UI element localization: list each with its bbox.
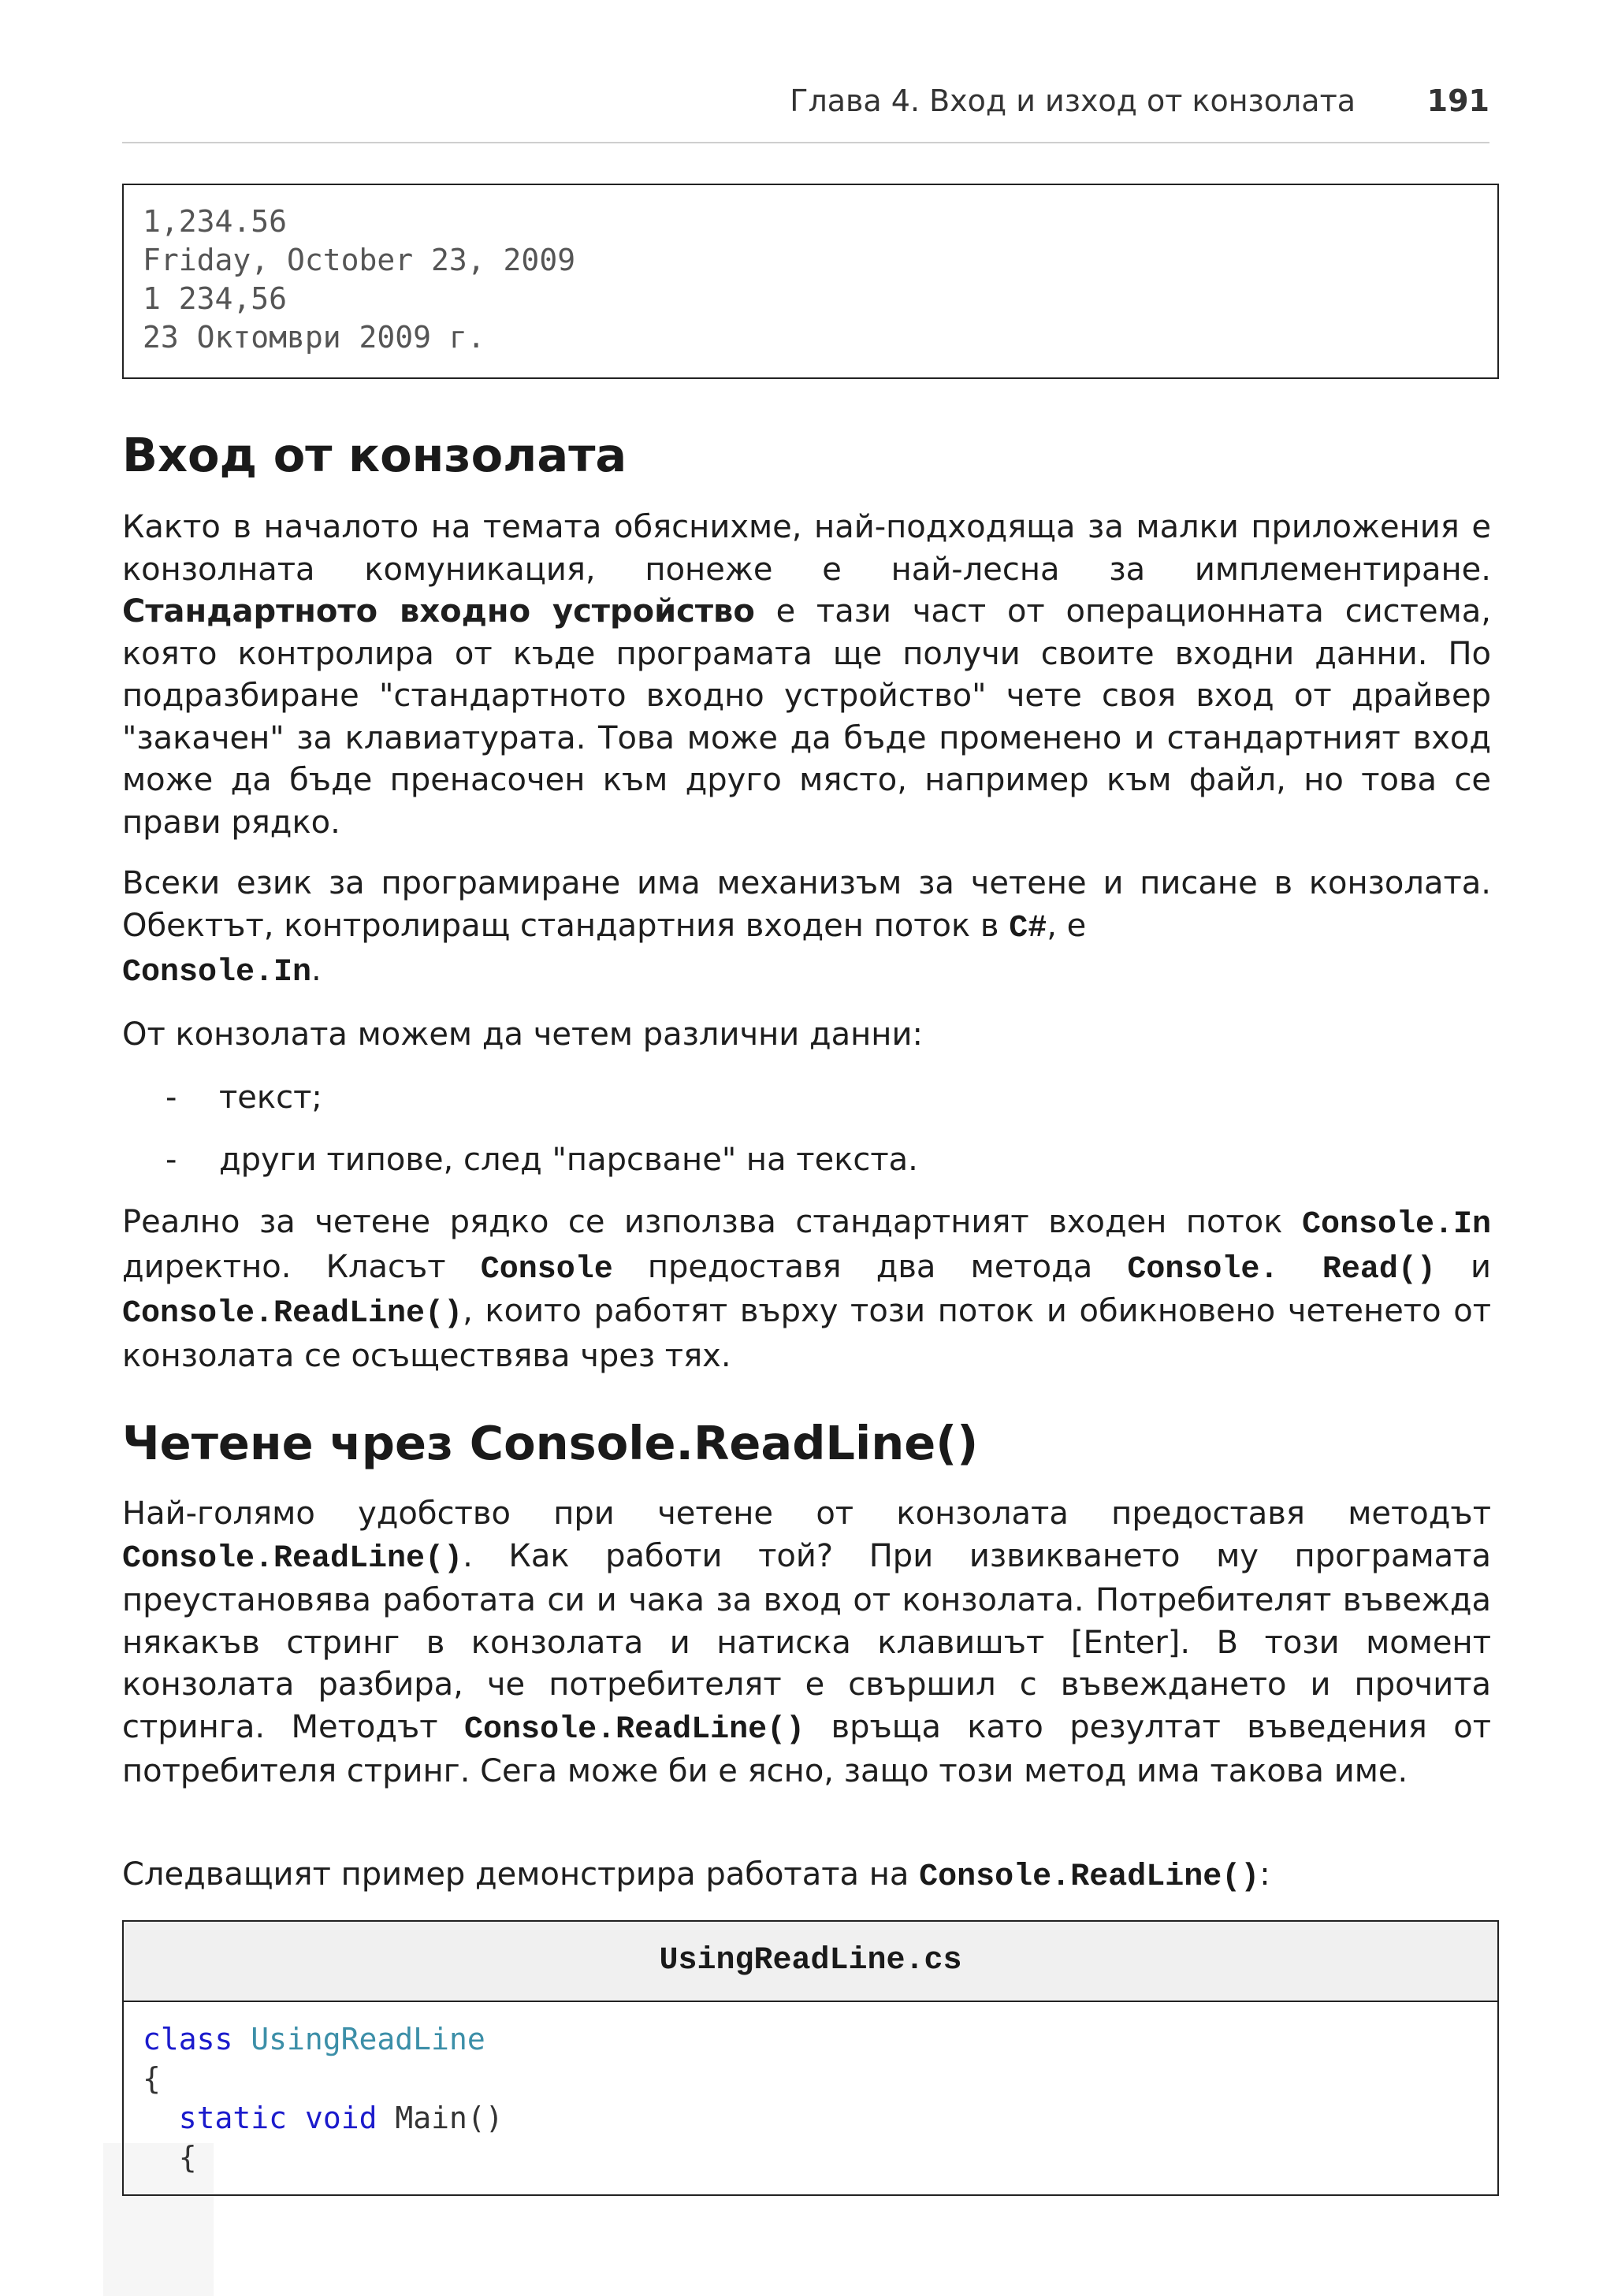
paragraph-readline: Най-голямо удобство при четене от конзолата предоставя методът Console.ReadLine(). Как работи той? При извикването му програмата преустановява работата си и чака за вход от конзолата. Потребителят въвежда някакъв стринг в конзолата и натиска клавишът [Enter]. В този момент конзолата разбира, че потребителят е свършил с въвеждането и прочита стринга. Методът Console.ReadLine() връща като резултат въведения от потребителя стринг. Сега може би е ясно, защо този метод има такова име. <box>122 1495 1491 1789</box>
code-line: { <box>178 2140 197 2175</box>
section-heading-input: Вход от конзолата <box>122 428 627 482</box>
output-line: Friday, October 23, 2009 <box>143 243 576 277</box>
output-line: 23 Октомври 2009 г. <box>143 320 485 355</box>
list-item: - текст; <box>165 1079 322 1116</box>
inline-code: Console.In <box>1301 1207 1491 1243</box>
inline-code: Console.ReadLine() <box>122 1296 463 1332</box>
inline-code: Console. Read() <box>1127 1251 1436 1287</box>
list-item: - други типове, след "парсване" на текста. <box>165 1142 918 1178</box>
output-line: 1 234,56 <box>143 281 288 316</box>
page-header <box>122 84 1489 143</box>
code-line: class UsingReadLine <box>143 2022 485 2056</box>
page-number: 191 <box>1426 84 1489 118</box>
inline-code: Console <box>480 1251 613 1287</box>
code-listing <box>122 1920 1499 2196</box>
code-line: static void Main() <box>178 2101 504 2135</box>
paragraph-example-intro: Следващият пример демонстрира работата на Console.ReadLine(): <box>122 1856 1270 1895</box>
bold-term: Стандартното входно устройство <box>122 593 755 630</box>
code-line: { <box>143 2061 161 2096</box>
inline-code: Console.ReadLine() <box>464 1711 805 1748</box>
output-line: 1,234.56 <box>143 204 288 239</box>
paragraph-console-in: Реално за четене рядко се използва стандартният входен поток Console.In директно. Класът Console предоставя два метода Console. Read() и Console.ReadLine(), които работят върху този поток и обикновено четенето от конзолата се осъществява чрез тях. <box>122 1204 1491 1374</box>
section-heading-readline: Четене чрез Console.ReadLine() <box>122 1416 979 1470</box>
code-body <box>124 2002 1497 2177</box>
inline-code: Console.ReadLine() <box>122 1540 463 1577</box>
paragraph-languages: Всеки език за програмиране има механизъм за четене и писане в конзолата. Обектът, контролиращ стандартния входен поток в C#, е Console.In. <box>122 865 1491 990</box>
inline-code: C# <box>1009 910 1047 946</box>
paragraph-standard-input: Както в началото на темата обяснихме, най-подходяща за малки приложения е конзолната комуникация, понеже е най-лесна за имплементиране. Стандартното входно устройство е тази част от операционната система, която контролира от къде програмата ще получи своите входни данни. По подразбиране "стандартното входно устройство" чете своя вход от драйвер "закачен" за клавиатурата. Това може да бъде променено и стандартният вход може да бъде пренасочен към друго място, например към файл, но това се прави рядко. <box>122 509 1491 841</box>
chapter-title: Глава 4. Вход и изход от конзолата <box>790 84 1356 118</box>
paragraph-read-data: От конзолата можем да четем различни данни: <box>122 1016 923 1053</box>
inline-code: Console.In <box>122 955 312 990</box>
console-output-box <box>122 184 1499 379</box>
code-file-title: UsingReadLine.cs <box>124 1922 1497 2002</box>
inline-code: Console.ReadLine() <box>919 1859 1260 1895</box>
